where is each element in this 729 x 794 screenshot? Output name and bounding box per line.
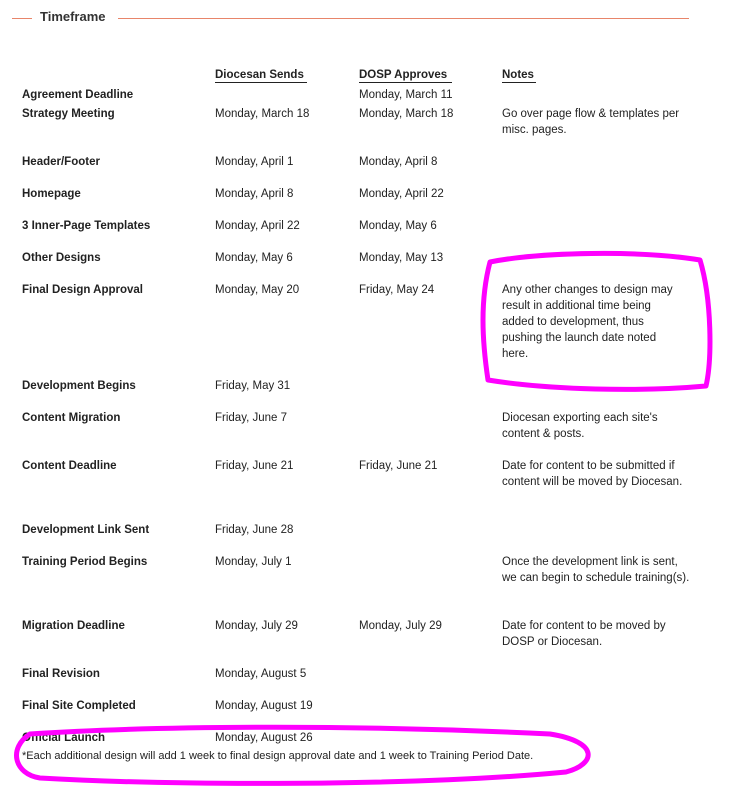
row-label: Final Site Completed (22, 700, 136, 712)
row-label: Final Design Approval (22, 284, 143, 296)
diocesan-sends-date: Friday, May 31 (215, 380, 291, 392)
dosp-approves-date: Monday, March 11 (359, 89, 453, 101)
row-label: Content Migration (22, 412, 121, 424)
row-notes: Go over page flow & templates per misc. pages. (502, 108, 680, 136)
footnote: *Each additional design will add 1 week to final design approval date and 1 week to Training Period Date. (22, 750, 534, 762)
row-label: Agreement Deadline (22, 89, 134, 101)
row-label: Development Link Sent (22, 524, 150, 536)
diocesan-sends-date: Monday, August 26 (215, 732, 313, 744)
diocesan-sends-date: Monday, May 6 (215, 252, 293, 264)
row-label: Homepage (22, 188, 81, 200)
diocesan-sends-date: Friday, June 7 (215, 412, 288, 424)
diocesan-sends-date: Monday, August 5 (215, 668, 307, 680)
diocesan-sends-date: Monday, April 1 (215, 156, 294, 168)
row-label: Training Period Begins (22, 556, 148, 568)
row-label: Final Revision (22, 668, 100, 680)
diocesan-sends-date: Monday, August 19 (215, 700, 313, 712)
dosp-approves-date: Monday, March 18 (359, 108, 454, 120)
diocesan-sends-date: Friday, June 21 (215, 460, 294, 472)
diocesan-sends-date: Monday, May 20 (215, 284, 300, 296)
row-label: Other Designs (22, 252, 101, 264)
row-notes: Date for content to be submitted if content will be moved by Diocesan. (502, 460, 683, 488)
row-notes: Diocesan exporting each site's content & posts. (502, 412, 658, 440)
row-label: Migration Deadline (22, 620, 125, 632)
section-rule-right (118, 18, 689, 19)
dosp-approves-date: Monday, April 8 (359, 156, 438, 168)
section-title: Timeframe (40, 9, 106, 24)
section-rule-left (12, 18, 32, 19)
row-label: Strategy Meeting (22, 108, 115, 120)
diocesan-sends-date: Monday, July 29 (215, 620, 298, 632)
dosp-approves-date: Monday, July 29 (359, 620, 442, 632)
row-notes: Once the development link is sent, we can begin to schedule training(s). (502, 556, 690, 584)
dosp-approves-date: Friday, May 24 (359, 284, 435, 296)
row-label: Development Begins (22, 380, 136, 392)
column-header-diocesan-sends: Diocesan Sends (215, 69, 307, 83)
row-label: Header/Footer (22, 156, 100, 168)
dosp-approves-date: Monday, May 6 (359, 220, 437, 232)
dosp-approves-date: Friday, June 21 (359, 460, 438, 472)
diocesan-sends-date: Monday, April 8 (215, 188, 294, 200)
column-header-dosp-approves: DOSP Approves (359, 69, 452, 83)
row-notes: Any other changes to design may result in additional time being added to development, thus pushing the launch date noted here. (502, 284, 673, 360)
dosp-approves-date: Monday, May 13 (359, 252, 444, 264)
row-label: Official Launch (22, 732, 106, 744)
diocesan-sends-date: Monday, April 22 (215, 220, 300, 232)
row-label: 3 Inner-Page Templates (22, 220, 151, 232)
diocesan-sends-date: Friday, June 28 (215, 524, 294, 536)
row-label: Content Deadline (22, 460, 117, 472)
row-notes: Date for content to be moved by DOSP or Diocesan. (502, 620, 666, 648)
column-header-notes: Notes (502, 69, 536, 83)
diocesan-sends-date: Monday, March 18 (215, 108, 310, 120)
diocesan-sends-date: Monday, July 1 (215, 556, 292, 568)
dosp-approves-date: Monday, April 22 (359, 188, 444, 200)
